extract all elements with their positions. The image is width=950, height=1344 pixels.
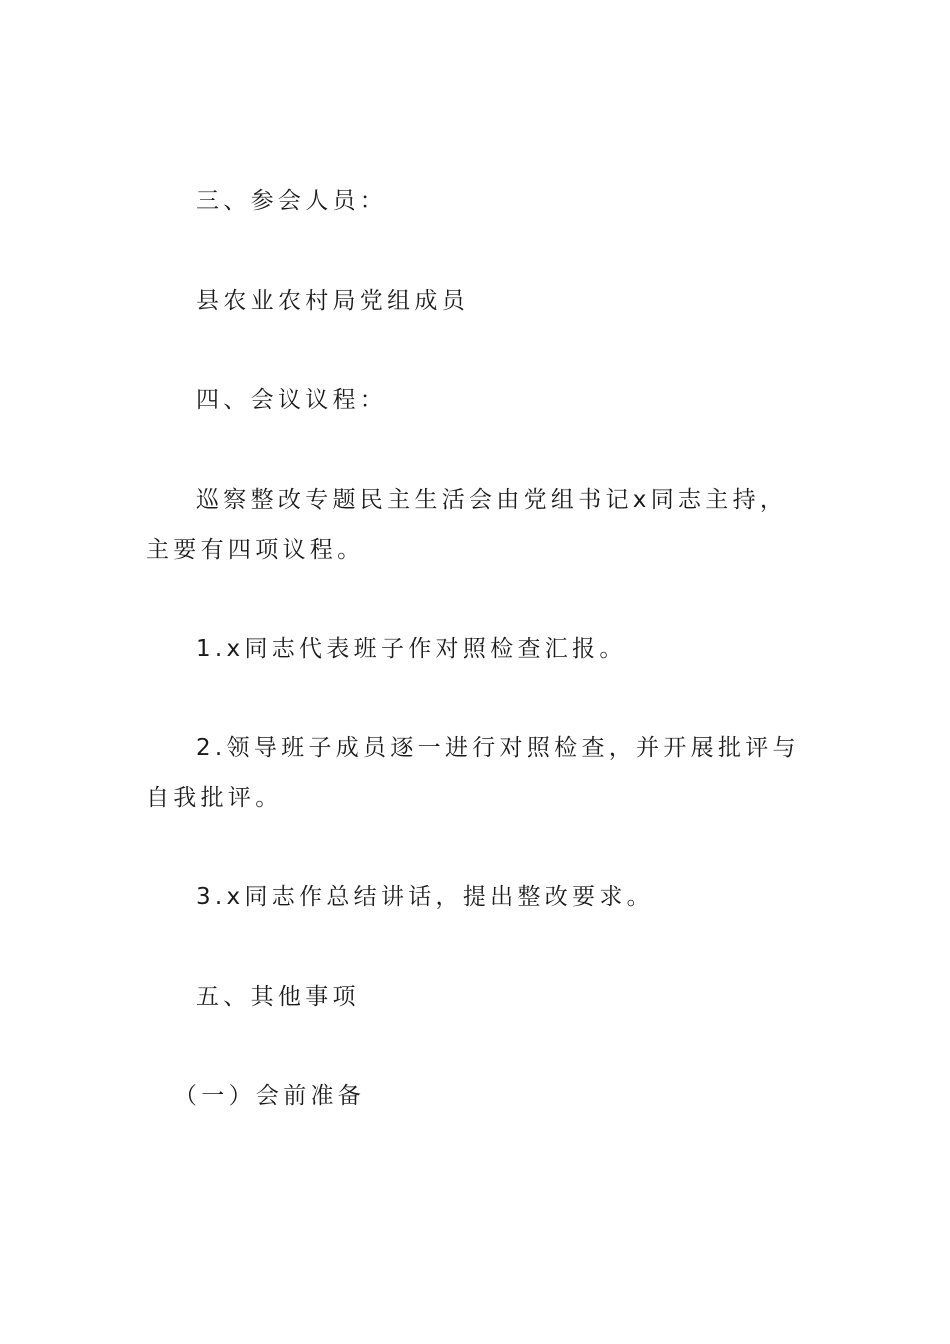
section-heading-attendees: 三、参会人员： <box>196 188 388 214</box>
subsection-heading-preparation: （一）会前准备 <box>174 1083 366 1109</box>
agenda-item-1: 1.x同志代表班子作对照检查汇报。 <box>196 636 627 662</box>
agenda-item-2: 2.领导班子成员逐一进行对照检查，并开展批评与自我批评。 <box>146 735 800 811</box>
attendees-text: 县农业农村局党组成员 <box>196 288 469 314</box>
section-heading-other-matters: 五、其他事项 <box>196 984 360 1010</box>
agenda-item-3: 3.x同志作总结讲话，提出整改要求。 <box>196 884 654 910</box>
agenda-intro-paragraph: 巡察整改专题民主生活会由党组书记x同志主持，主要有四项议程。 <box>146 487 788 563</box>
section-heading-agenda: 四、会议议程： <box>196 387 388 413</box>
